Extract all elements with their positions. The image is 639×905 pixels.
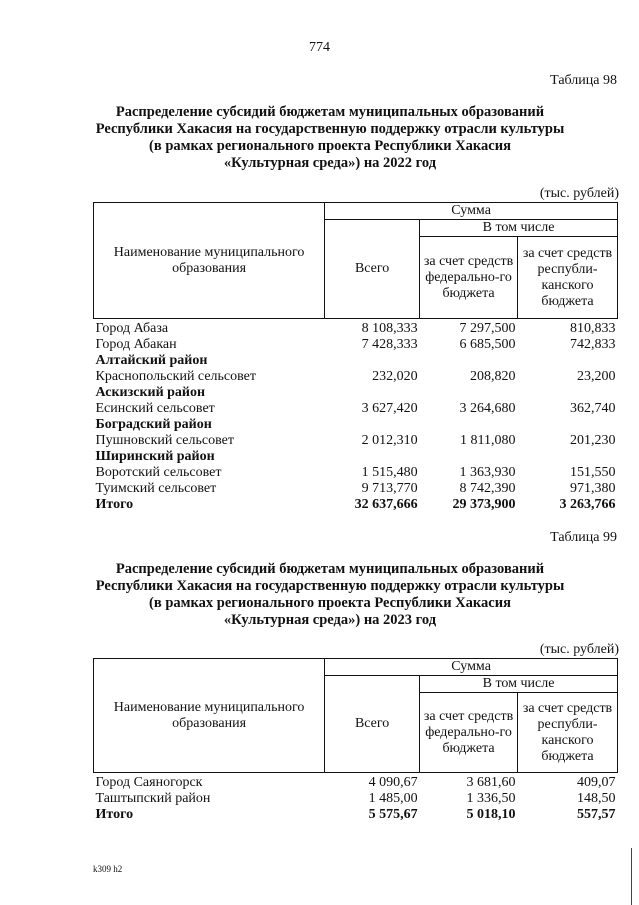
totals-federal: 29 373,900 xyxy=(452,497,516,512)
row-name: Таштыпский район xyxy=(95,791,211,806)
row-name: Город Саяногорск xyxy=(95,775,203,790)
totals-row xyxy=(94,807,618,823)
units-label: (тыс. рублей) xyxy=(539,186,619,201)
table-row xyxy=(94,319,618,338)
row-total: 8 108,333 xyxy=(361,321,418,336)
table-row xyxy=(94,773,618,792)
totals-federal: 5 018,10 xyxy=(466,807,516,822)
scan-edge-line xyxy=(631,848,632,905)
table-label: Таблица 99 xyxy=(550,530,617,545)
totals-row xyxy=(94,497,618,513)
row-federal: 3 264,680 xyxy=(459,401,516,416)
row-republic: 151,550 xyxy=(570,465,616,480)
column-header-total: Всего xyxy=(325,220,420,319)
column-header-republic: за счет средств республи-канского бюджета xyxy=(518,237,618,319)
table-body xyxy=(94,773,618,824)
table-row xyxy=(94,369,618,385)
table-row xyxy=(94,465,618,481)
subsidy-table-2022 xyxy=(93,202,618,513)
row-total: 1 515,480 xyxy=(361,465,418,480)
row-republic: 971,380 xyxy=(570,481,616,496)
totals-label: Итого xyxy=(95,497,134,512)
row-republic: 23,200 xyxy=(577,369,616,384)
table-body xyxy=(94,319,618,514)
row-total: 7 428,333 xyxy=(361,337,418,352)
district-name: Ширинский район xyxy=(95,449,215,464)
row-federal: 208,820 xyxy=(470,369,516,384)
row-name: Есинский сельсовет xyxy=(95,401,215,416)
district-heading-row xyxy=(94,385,618,401)
district-heading-row xyxy=(94,449,618,465)
table-row xyxy=(94,401,618,417)
row-republic: 810,833 xyxy=(570,321,616,336)
district-heading-row xyxy=(94,353,618,369)
district-name: Аскизский район xyxy=(95,385,206,400)
table-row xyxy=(94,481,618,497)
row-republic: 201,230 xyxy=(570,433,616,448)
row-total: 232,020 xyxy=(372,369,418,384)
column-header-including: В том числе xyxy=(420,676,618,693)
row-federal: 1 336,50 xyxy=(466,791,516,806)
district-name: Алтайский район xyxy=(95,353,208,368)
row-total: 4 090,67 xyxy=(368,775,418,790)
row-federal: 1 363,930 xyxy=(459,465,516,480)
totals-republic: 557,57 xyxy=(577,807,616,822)
column-header-name: Наименование муниципального образования xyxy=(94,659,325,773)
column-header-federal: за счет средств федерально-го бюджета xyxy=(420,693,518,773)
row-name: Краснопольский сельсовет xyxy=(95,369,256,384)
units-label: (тыс. рублей) xyxy=(539,642,619,657)
row-federal: 1 811,080 xyxy=(460,433,516,448)
column-header-federal: за счет средств федерально-го бюджета xyxy=(420,237,518,319)
page-number: 774 xyxy=(309,40,330,55)
totals-total: 5 575,67 xyxy=(368,807,418,822)
column-header-republic: за счет средств республи-канского бюджета xyxy=(518,693,618,773)
row-name: Город Абаза xyxy=(95,321,169,336)
row-republic: 409,07 xyxy=(577,775,616,790)
row-republic: 148,50 xyxy=(577,791,616,806)
row-republic: 362,740 xyxy=(570,401,616,416)
district-name: Боградский район xyxy=(95,417,212,432)
totals-total: 32 637,666 xyxy=(354,497,418,512)
table-title: Распределение субсидий бюджетам муниципальных образований Республики Хакасия на государственную поддержку отрасли культуры (в рамках регионального проекта Республики Хакасия «Культурная среда») на 2023 год xyxy=(95,561,565,628)
totals-label: Итого xyxy=(95,807,134,822)
column-header-sum: Сумма xyxy=(325,659,618,676)
column-header-name: Наименование муниципального образования xyxy=(94,203,325,319)
row-name: Пушновский сельсовет xyxy=(95,433,234,448)
row-federal: 6 685,500 xyxy=(459,337,516,352)
row-name: Город Абакан xyxy=(95,337,177,352)
row-federal: 8 742,390 xyxy=(459,481,516,496)
table-label: Таблица 98 xyxy=(550,73,617,88)
row-republic: 742,833 xyxy=(570,337,616,352)
subsidy-table-2023 xyxy=(93,658,618,823)
totals-republic: 3 263,766 xyxy=(559,497,616,512)
district-heading-row xyxy=(94,417,618,433)
column-header-sum: Сумма xyxy=(325,203,618,220)
table-row xyxy=(94,791,618,807)
row-federal: 7 297,500 xyxy=(459,321,516,336)
column-header-including: В том числе xyxy=(420,220,618,237)
row-total: 3 627,420 xyxy=(361,401,418,416)
row-total: 2 012,310 xyxy=(361,433,418,448)
row-total: 1 485,00 xyxy=(368,791,418,806)
row-name: Воротский сельсовет xyxy=(95,465,222,480)
column-header-total: Всего xyxy=(325,676,420,773)
table-row xyxy=(94,337,618,353)
table-title: Распределение субсидий бюджетам муниципальных образований Республики Хакасия на государственную поддержку отрасли культуры (в рамках регионального проекта Республики Хакасия «Культурная среда») на 2022 год xyxy=(95,104,565,171)
row-total: 9 713,770 xyxy=(361,481,418,496)
table-row xyxy=(94,433,618,449)
row-name: Туимский сельсовет xyxy=(95,481,217,496)
row-federal: 3 681,60 xyxy=(466,775,516,790)
footer-code: k309 h2 xyxy=(93,864,123,874)
